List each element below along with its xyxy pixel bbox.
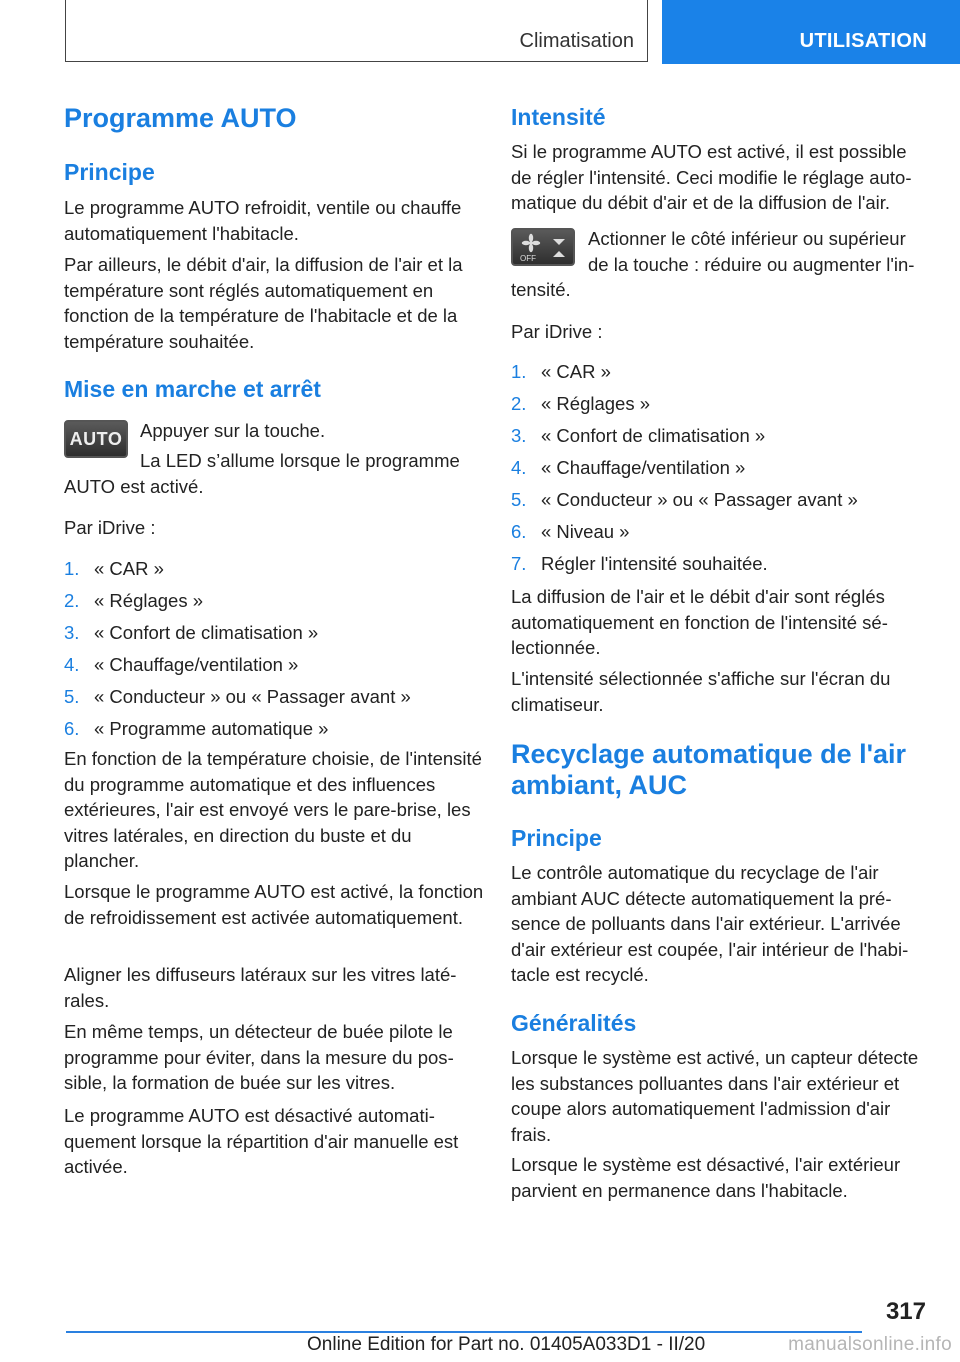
actionner-line-3: tensité. (511, 279, 571, 300)
step-number: 6. (64, 718, 80, 739)
step-text: « Niveau » (541, 521, 630, 542)
mise-en-marche-heading: Mise en marche et arrêt (64, 376, 321, 402)
footer-rule (66, 1331, 862, 1333)
idrive-steps-list (64, 556, 484, 748)
idrive-label: Par iDrive : (64, 517, 156, 538)
principe-paragraph-2: Par ailleurs, le débit d'air, la diffusion de l'air et la température sont réglés automatiquement en fonction de la température de l'habitacle et de la température souhaitée. (64, 254, 463, 352)
recyclage-principe-paragraph: Le contrôle automatique du recyclage de l'air ambiant AUC détecte automatiquement la présence de polluants dans l'air extérieur. L'arrivée d'air extérieur est coupée, l'air intérieur de l'habitacle est recyclé. (511, 862, 909, 985)
step-number: 3. (64, 622, 80, 643)
step-number: 6. (511, 521, 527, 542)
intensite-heading: Intensité (511, 104, 606, 130)
auto-paragraph-6: En même temps, un détecteur de buée pilote le programme pour éviter, dans la mesure du possible, la formation de buée sur les vitres. (64, 1021, 454, 1093)
led-text-line-1: La LED s’allume lorsque le programme (140, 450, 460, 471)
idrive-right-step (511, 391, 931, 423)
idrive-right-step (511, 487, 931, 519)
step-text: « CAR » (541, 361, 611, 382)
programme-auto-title: Programme AUTO (64, 103, 297, 133)
principe-paragraph-1: Le programme AUTO refroidit, ventile ou chauffe automatiquement l'habitacle. (64, 197, 462, 244)
intensite-paragraph-1: Si le programme AUTO est activé, il est possible de régler l'intensité. Ceci modifie le réglage automatique du débit d'air et de la diffusion de l'air. (511, 141, 912, 213)
step-text: « Confort de climatisation » (541, 425, 766, 446)
edition-text: Online Edition for Part no. 01405A033D1 - II/20 (307, 1334, 706, 1355)
idrive-left-step (64, 556, 484, 588)
generalites-paragraph-2: Lorsque le système est désactivé, l'air extérieur parvient en permanence dans l'habitacle. (511, 1154, 901, 1201)
step-number: 1. (511, 361, 527, 382)
fan-button-icon (511, 228, 575, 266)
led-text-line-2: AUTO est activé. (64, 476, 204, 497)
step-text: « CAR » (94, 558, 164, 579)
idrive-left-step (64, 652, 484, 684)
step-number: 4. (511, 457, 527, 478)
step-text: « Réglages » (94, 590, 204, 611)
idrive-right-step (511, 359, 931, 391)
generalites-paragraph-1: Lorsque le système est activé, un capteur détecte les substances polluantes dans l'air extérieur et coupe alors automatiquement l'admission d'air frais. (511, 1047, 919, 1145)
header-chapter-box (65, 0, 648, 62)
principe-heading: Principe (64, 159, 155, 185)
step-text: « Programme automatique » (94, 718, 329, 739)
intensite-paragraph-3: L'intensité sélectionnée s'affiche sur l'écran du climatiseur. (511, 668, 891, 715)
step-number: 2. (511, 393, 527, 414)
recyclage-title: Recyclage automatique de l'air ambiant, AUC (511, 739, 907, 800)
idrive-right-step (511, 455, 931, 487)
idrive-right-step (511, 551, 931, 583)
step-number: 5. (511, 489, 527, 510)
recyclage-principe-heading: Principe (511, 825, 602, 851)
idrive-label-right: Par iDrive : (511, 321, 603, 342)
step-text: « Chauffage/ventilation » (94, 654, 299, 675)
step-text: « Réglages » (541, 393, 651, 414)
step-number: 3. (511, 425, 527, 446)
step-text: « Conducteur » ou « Passager avant » (541, 489, 858, 510)
intensite-paragraph-2: La diffusion de l'air et le débit d'air sont réglés automatiquement en fonction de l'intensité sélectionnée. (511, 586, 888, 658)
step-number: 1. (64, 558, 80, 579)
header-chapter: Climatisation (519, 30, 634, 52)
idrive-left-step (64, 716, 484, 748)
step-text: « Conducteur » ou « Passager avant » (94, 686, 411, 707)
header-section: UTILISATION (799, 30, 927, 52)
generalites-heading: Généralités (511, 1010, 637, 1036)
idrive-left-step (64, 620, 484, 652)
step-text: « Confort de climatisation » (94, 622, 319, 643)
step-number: 2. (64, 590, 80, 611)
fan-off-label: OFF (520, 254, 536, 263)
header-section-tab (662, 0, 960, 64)
idrive-right-step (511, 423, 931, 455)
auto-paragraph-5: Aligner les diffuseurs latéraux sur les vitres latérales. (64, 964, 457, 1011)
step-number: 7. (511, 553, 527, 574)
page-number: 317 (885, 1298, 926, 1325)
appuyer-text: Appuyer sur la touche. (140, 420, 326, 441)
auto-paragraph-7: Le programme AUTO est désactivé automatiquement lorsque la répartition d'air manuelle est activée. (64, 1105, 459, 1177)
auto-button-icon: AUTO (64, 420, 128, 458)
idrive-steps-list-right (511, 359, 931, 583)
step-text: Régler l'intensité souhaitée. (541, 553, 768, 574)
auto-paragraph-3: En fonction de la température choisie, de l'intensité du programme automatique et des influences extérieures, l'air est envoyé vers le pare-brise, les vitres latérales, en direction du buste et du plancher. (64, 748, 482, 871)
step-text: « Chauffage/ventilation » (541, 457, 746, 478)
step-number: 4. (64, 654, 80, 675)
actionner-line-2: de la touche : réduire ou augmenter l'in- (588, 254, 915, 275)
idrive-right-step (511, 519, 931, 551)
actionner-line-1: Actionner le côté inférieur ou supérieur (588, 228, 906, 249)
idrive-left-step (64, 684, 484, 716)
auto-paragraph-4: Lorsque le programme AUTO est activé, la fonction de refroidissement est activée automatiquement. (64, 881, 484, 928)
watermark-text: manualsonline.info (788, 1334, 952, 1355)
fan-icon (513, 230, 573, 264)
step-number: 5. (64, 686, 80, 707)
idrive-left-step (64, 588, 484, 620)
